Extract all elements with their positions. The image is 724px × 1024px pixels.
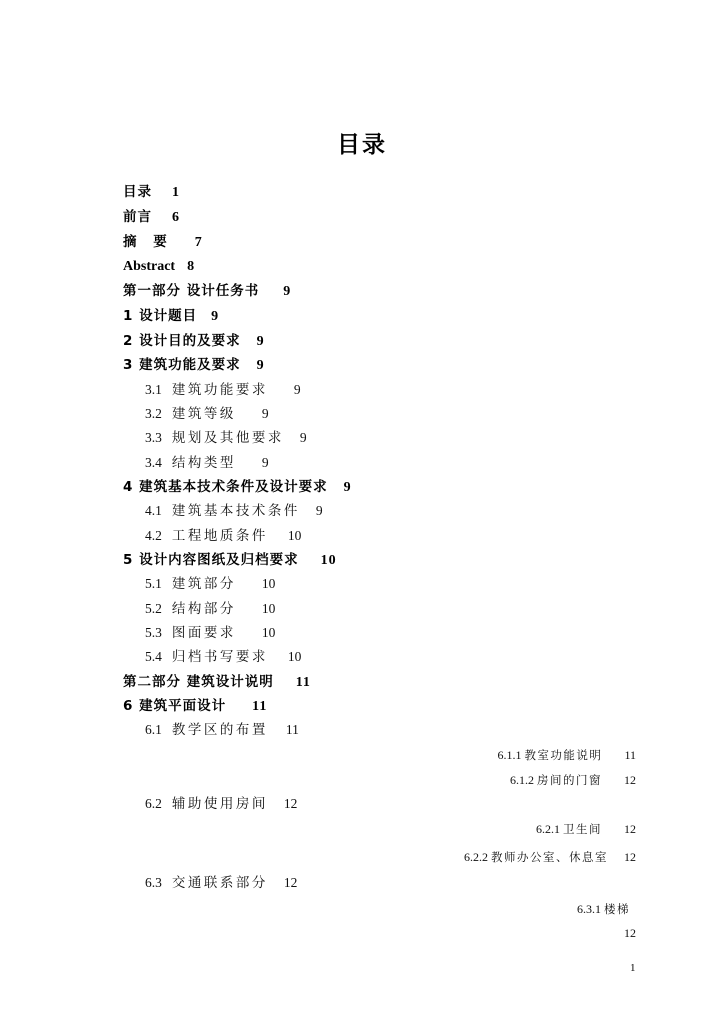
toc-entry-number: 6.1.2 bbox=[510, 773, 534, 787]
toc-entry[interactable] bbox=[145, 452, 269, 474]
toc-entry-page: 12 bbox=[624, 850, 636, 864]
toc-entry-title: 房间的门窗 bbox=[537, 773, 602, 787]
toc-entry-title: 建筑部分 bbox=[171, 576, 236, 592]
toc-entry-title: 教学区的布置 bbox=[171, 722, 268, 738]
toc-entry[interactable] bbox=[123, 695, 267, 717]
toc-entry-page: 12 bbox=[283, 796, 298, 811]
toc-entry-title: 目录 bbox=[123, 184, 152, 200]
toc-entry-page: 1 bbox=[172, 185, 180, 200]
toc-entry[interactable] bbox=[497, 744, 636, 766]
toc-entry[interactable] bbox=[123, 280, 291, 302]
toc-entry-page: 9 bbox=[211, 309, 220, 324]
toc-entry-title: 教师办公室、休息室 bbox=[491, 850, 608, 864]
toc-entry-page: 9 bbox=[283, 284, 292, 299]
toc-entry-title: 教室功能说明 bbox=[524, 748, 603, 762]
toc-entry-number: 5.4 bbox=[145, 649, 162, 664]
toc-entry-title: 前言 bbox=[123, 209, 152, 225]
toc-entry[interactable] bbox=[145, 427, 307, 449]
toc-entry-page: 10 bbox=[261, 576, 276, 591]
toc-entry[interactable] bbox=[123, 671, 311, 693]
toc-entry-title: 结构类型 bbox=[171, 455, 236, 471]
toc-entry-title: 图面要求 bbox=[171, 625, 236, 641]
toc-entry-title: 辅助使用房间 bbox=[171, 796, 268, 812]
page-title: 目录 bbox=[337, 132, 387, 158]
toc-entry[interactable] bbox=[123, 231, 203, 253]
toc-entry-number: 3.3 bbox=[145, 430, 162, 445]
toc-entry-page: 12 bbox=[624, 926, 636, 940]
toc-entry[interactable] bbox=[510, 769, 636, 791]
toc-entry[interactable] bbox=[123, 330, 265, 352]
toc-entry-number: 4.2 bbox=[145, 528, 162, 543]
toc-entry-title: 摘 要 bbox=[123, 234, 173, 250]
toc-entry[interactable] bbox=[145, 598, 275, 620]
toc-entry-title: 交通联系部分 bbox=[171, 875, 268, 891]
toc-entry-page: 9 bbox=[299, 430, 307, 445]
toc-entry-title: 楼梯 bbox=[604, 902, 630, 916]
toc-entry-number: 6.2 bbox=[145, 796, 162, 811]
toc-entry-number: 6.2.2 bbox=[464, 850, 488, 864]
toc-entry-page: 10 bbox=[261, 601, 276, 616]
toc-entry-title: 结构部分 bbox=[171, 601, 236, 617]
toc-entry-title: 建筑基本技术条件 bbox=[171, 503, 300, 519]
toc-entry-page: 11 bbox=[295, 675, 311, 690]
toc-entry-page: 9 bbox=[343, 480, 352, 495]
toc-entry[interactable] bbox=[464, 846, 636, 868]
toc-entry[interactable] bbox=[123, 476, 352, 498]
toc-entry-number: 3.2 bbox=[145, 406, 162, 421]
toc-entry-number: 6.3.1 bbox=[577, 902, 601, 916]
toc-entry-page: 12 bbox=[624, 822, 636, 836]
toc-entry-title: Abstract bbox=[123, 259, 176, 274]
toc-entry[interactable] bbox=[145, 793, 297, 815]
toc-entry-page: 10 bbox=[287, 528, 302, 543]
toc-entry-page: 10 bbox=[320, 553, 337, 568]
toc-entry-page: 9 bbox=[256, 358, 265, 373]
toc-entry-title: 第一部分 设计任务书 bbox=[123, 283, 260, 299]
toc-entry-page: 11 bbox=[624, 748, 636, 762]
toc-entry-title: 第二部分 建筑设计说明 bbox=[123, 674, 274, 690]
toc-entry[interactable] bbox=[536, 818, 636, 840]
toc-entry-number: 3.4 bbox=[145, 455, 162, 470]
toc-entry[interactable] bbox=[123, 549, 337, 571]
toc-entry-number: 6.1.1 bbox=[497, 748, 522, 762]
toc-entry-number: 5.1 bbox=[145, 576, 162, 591]
toc-entry-page: 9 bbox=[261, 455, 269, 470]
toc-entry-title: 规划及其他要求 bbox=[171, 430, 284, 446]
toc-entry-number: 6.3 bbox=[145, 875, 162, 890]
toc-entry-title: 1 设计题目 bbox=[123, 308, 198, 324]
toc-entry[interactable] bbox=[577, 898, 630, 920]
page-number: 1 bbox=[630, 962, 636, 974]
toc-entry[interactable] bbox=[123, 255, 195, 277]
toc-entry[interactable] bbox=[145, 379, 301, 401]
toc-entry[interactable] bbox=[145, 719, 299, 741]
toc-entry[interactable] bbox=[145, 525, 301, 547]
toc-entry-title: 建筑功能要求 bbox=[171, 382, 268, 398]
toc-entry[interactable] bbox=[123, 181, 180, 203]
toc-entry-number: 6.2.1 bbox=[536, 822, 560, 836]
toc-entry-title: 6 建筑平面设计 bbox=[123, 698, 227, 714]
toc-entry-title: 3 建筑功能及要求 bbox=[123, 357, 241, 373]
toc-entry-title: 5 设计内容图纸及归档要求 bbox=[123, 552, 299, 568]
toc-entry-page: 12 bbox=[624, 773, 636, 787]
toc-entry[interactable] bbox=[123, 206, 180, 228]
toc-entry[interactable] bbox=[123, 354, 265, 376]
toc-entry-page: 10 bbox=[287, 649, 302, 664]
toc-entry-page: 11 bbox=[285, 722, 299, 737]
toc-entry-title: 卫生间 bbox=[563, 822, 602, 836]
toc-entry-title: 4 建筑基本技术条件及设计要求 bbox=[123, 479, 328, 495]
toc-entry-number: 4.1 bbox=[145, 503, 162, 518]
toc-entry-title: 建筑等级 bbox=[171, 406, 236, 422]
toc-entry-number: 3.1 bbox=[145, 382, 162, 397]
toc-entry-number: 5.3 bbox=[145, 625, 162, 640]
toc-entry[interactable] bbox=[145, 622, 275, 644]
toc-entry-title: 归档书写要求 bbox=[171, 649, 268, 665]
toc-entry-page: 12 bbox=[283, 875, 298, 890]
toc-entry[interactable] bbox=[145, 573, 275, 595]
toc-entry-page: 8 bbox=[187, 259, 196, 274]
toc-entry-number: 5.2 bbox=[145, 601, 162, 616]
toc-entry[interactable] bbox=[145, 872, 297, 894]
toc-entry-page: 9 bbox=[256, 334, 265, 349]
toc-entry-page: 6 bbox=[172, 210, 180, 225]
toc-entry[interactable] bbox=[123, 305, 219, 327]
toc-entry[interactable] bbox=[145, 646, 301, 668]
toc-entry-number: 6.1 bbox=[145, 722, 162, 737]
toc-entry-page-wrapped bbox=[624, 922, 636, 944]
toc-entry-page: 10 bbox=[261, 625, 276, 640]
toc-entry-page: 9 bbox=[315, 503, 323, 518]
toc-entry-page: 7 bbox=[194, 235, 203, 250]
toc-entry[interactable] bbox=[145, 403, 269, 425]
toc-entry[interactable] bbox=[145, 500, 323, 522]
toc-entry-page: 9 bbox=[261, 406, 269, 421]
toc-entry-page: 9 bbox=[293, 382, 301, 397]
toc-entry-page: 11 bbox=[252, 699, 268, 714]
toc-entry-title: 工程地质条件 bbox=[171, 528, 268, 544]
toc-entry-title: 2 设计目的及要求 bbox=[123, 333, 241, 349]
